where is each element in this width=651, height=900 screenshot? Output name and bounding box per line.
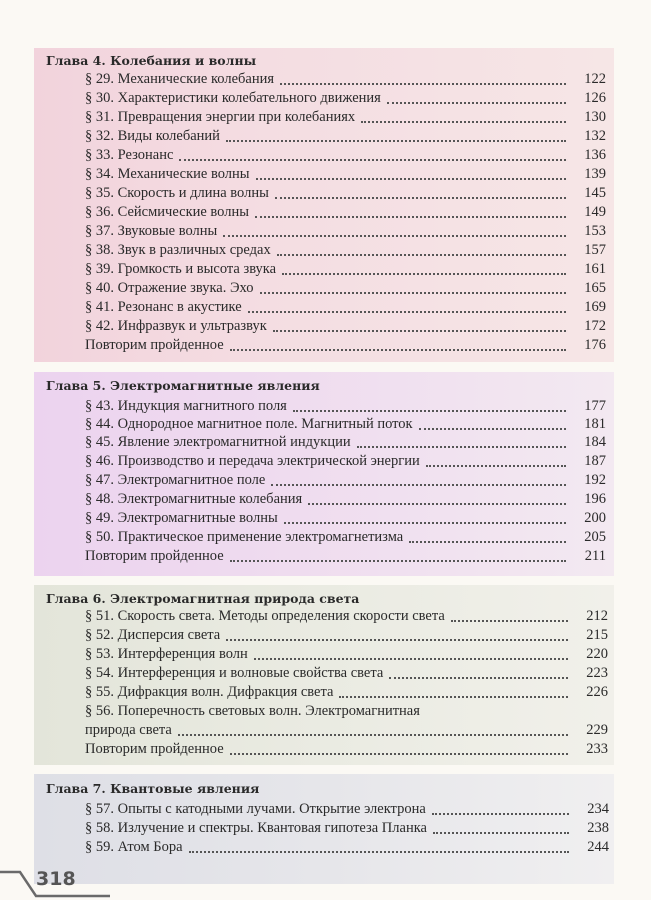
entry-label: § 59. Атом Бора	[85, 839, 183, 855]
toc-entry[interactable]	[85, 260, 606, 278]
entry-label: § 47. Электромагнитное поле	[85, 472, 266, 488]
entry-page: 196	[584, 491, 606, 507]
entry-label: § 46. Производство и передача электрической энергии	[85, 453, 420, 469]
toc-entry[interactable]	[85, 165, 606, 183]
toc-entry[interactable]	[85, 819, 609, 837]
entry-page: 139	[584, 166, 606, 182]
entry-label: § 29. Механические колебания	[85, 71, 275, 87]
entry-label: § 50. Практическое применение электромагнетизма	[85, 529, 404, 545]
toc-entry[interactable]	[85, 626, 608, 644]
entry-label: § 43. Индукция магнитного поля	[85, 398, 287, 414]
toc-entry[interactable]	[85, 683, 608, 701]
toc-entry[interactable]	[85, 298, 606, 316]
toc-entry[interactable]	[85, 740, 608, 758]
toc-entry[interactable]	[85, 127, 606, 145]
toc-entry[interactable]	[85, 70, 606, 88]
toc-entry[interactable]	[85, 317, 606, 335]
entry-label: § 32. Виды колебаний	[85, 128, 220, 144]
entry-page: 233	[586, 741, 608, 757]
entry-page: 126	[584, 90, 606, 106]
toc-entry[interactable]	[85, 509, 606, 527]
entry-label: § 54. Интерференция и волновые свойства света	[85, 665, 384, 681]
toc-entry[interactable]	[85, 664, 608, 682]
entry-label: § 58. Излучение и спектры. Квантовая гипотеза Планка	[85, 820, 427, 836]
entry-label: § 53. Интерференция волн	[85, 646, 248, 662]
toc-entry[interactable]	[85, 452, 606, 470]
entry-label: § 30. Характеристики колебательного движения	[85, 90, 381, 106]
entry-label: § 36. Сейсмические волны	[85, 204, 249, 220]
toc-entry[interactable]	[85, 146, 606, 164]
toc-entry[interactable]	[85, 490, 606, 508]
toc-entry[interactable]	[85, 279, 606, 297]
entry-page: 130	[584, 109, 606, 125]
entry-page: 238	[587, 820, 609, 836]
entry-label: § 39. Громкость и высота звука	[85, 261, 277, 277]
entry-page: 205	[584, 529, 606, 545]
entry-label: § 41. Резонанс в акустике	[85, 299, 242, 315]
entry-label: Повторим пройденное	[85, 337, 224, 353]
entry-page: 211	[584, 548, 606, 564]
toc-entry[interactable]	[85, 471, 606, 489]
toc-entry[interactable]	[85, 222, 606, 240]
entry-page: 187	[584, 453, 606, 469]
entry-page: 172	[584, 318, 606, 334]
entry-label: § 44. Однородное магнитное поле. Магнитный поток	[85, 416, 413, 432]
entry-label: § 45. Явление электромагнитной индукции	[85, 434, 351, 450]
toc-entry[interactable]	[85, 702, 608, 720]
toc-entry[interactable]	[85, 241, 606, 259]
entry-page: 177	[584, 398, 606, 414]
entry-label: § 37. Звуковые волны	[85, 223, 218, 239]
entry-page: 223	[586, 665, 608, 681]
toc-entry[interactable]	[85, 184, 606, 202]
entry-page: 244	[587, 839, 609, 855]
entry-label: § 51. Скорость света. Методы определения скорости света	[85, 608, 445, 624]
entry-page: 184	[584, 434, 606, 450]
entry-page: 169	[584, 299, 606, 315]
entry-label: § 31. Превращения энергии при колебаниях	[85, 109, 356, 125]
entry-page: 226	[586, 684, 608, 700]
toc-entry[interactable]	[85, 89, 606, 107]
entry-page: 132	[584, 128, 606, 144]
entry-label: § 48. Электромагнитные колебания	[85, 491, 303, 507]
entry-label: § 33. Резонанс	[85, 147, 174, 163]
chapter-title: Глава 4. Колебания и волны	[46, 53, 257, 68]
entry-label: Повторим пройденное	[85, 548, 224, 564]
entry-page: 157	[584, 242, 606, 258]
entry-page: 192	[584, 472, 606, 488]
entry-label: § 35. Скорость и длина волны	[85, 185, 269, 201]
entry-label: § 55. Дифракция волн. Дифракция света	[85, 684, 334, 700]
entry-page: 145	[584, 185, 606, 201]
chapter-title: Глава 6. Электромагнитная природа света	[46, 591, 360, 606]
entry-page: 181	[584, 416, 606, 432]
toc-entry[interactable]	[85, 800, 609, 818]
toc-entry[interactable]	[85, 607, 608, 625]
toc-entry[interactable]	[85, 645, 608, 663]
toc-entry[interactable]	[85, 203, 606, 221]
entry-label: природа света	[85, 722, 172, 738]
toc-entry[interactable]	[85, 528, 606, 546]
toc-entry[interactable]	[85, 721, 608, 739]
entry-page: 176	[584, 337, 606, 353]
entry-page: 220	[586, 646, 608, 662]
entry-label: § 52. Дисперсия света	[85, 627, 221, 643]
entry-page: 200	[584, 510, 606, 526]
entry-label: § 56. Поперечность световых волн. Электромагнитная	[85, 703, 420, 719]
entry-label: § 42. Инфразвук и ультразвук	[85, 318, 267, 334]
toc-entry[interactable]	[85, 838, 609, 856]
toc-entry[interactable]	[85, 547, 606, 565]
entry-page: 234	[587, 801, 609, 817]
entry-page: 161	[584, 261, 606, 277]
toc-entry[interactable]	[85, 336, 606, 354]
entry-label: Повторим пройденное	[85, 741, 224, 757]
entry-label: § 38. Звук в различных средах	[85, 242, 271, 258]
entry-page: 165	[584, 280, 606, 296]
chapter-title: Глава 7. Квантовые явления	[46, 781, 260, 796]
chapter-title: Глава 5. Электромагнитные явления	[46, 378, 320, 393]
entry-page: 229	[586, 722, 608, 738]
entry-page: 153	[584, 223, 606, 239]
entry-page: 149	[584, 204, 606, 220]
entry-page: 212	[586, 608, 608, 624]
page-number: 318	[36, 868, 76, 890]
entry-label: § 57. Опыты с катодными лучами. Открытие электрона	[85, 801, 426, 817]
entry-label: § 49. Электромагнитные волны	[85, 510, 278, 526]
entry-label: § 34. Механические волны	[85, 166, 250, 182]
toc-entry[interactable]	[85, 108, 606, 126]
entry-page: 215	[586, 627, 608, 643]
entry-page: 136	[584, 147, 606, 163]
toc-entry[interactable]	[85, 397, 606, 415]
toc-entry[interactable]	[85, 415, 606, 433]
toc-entry[interactable]	[85, 433, 606, 451]
entry-page: 122	[584, 71, 606, 87]
entry-label: § 40. Отражение звука. Эхо	[85, 280, 254, 296]
